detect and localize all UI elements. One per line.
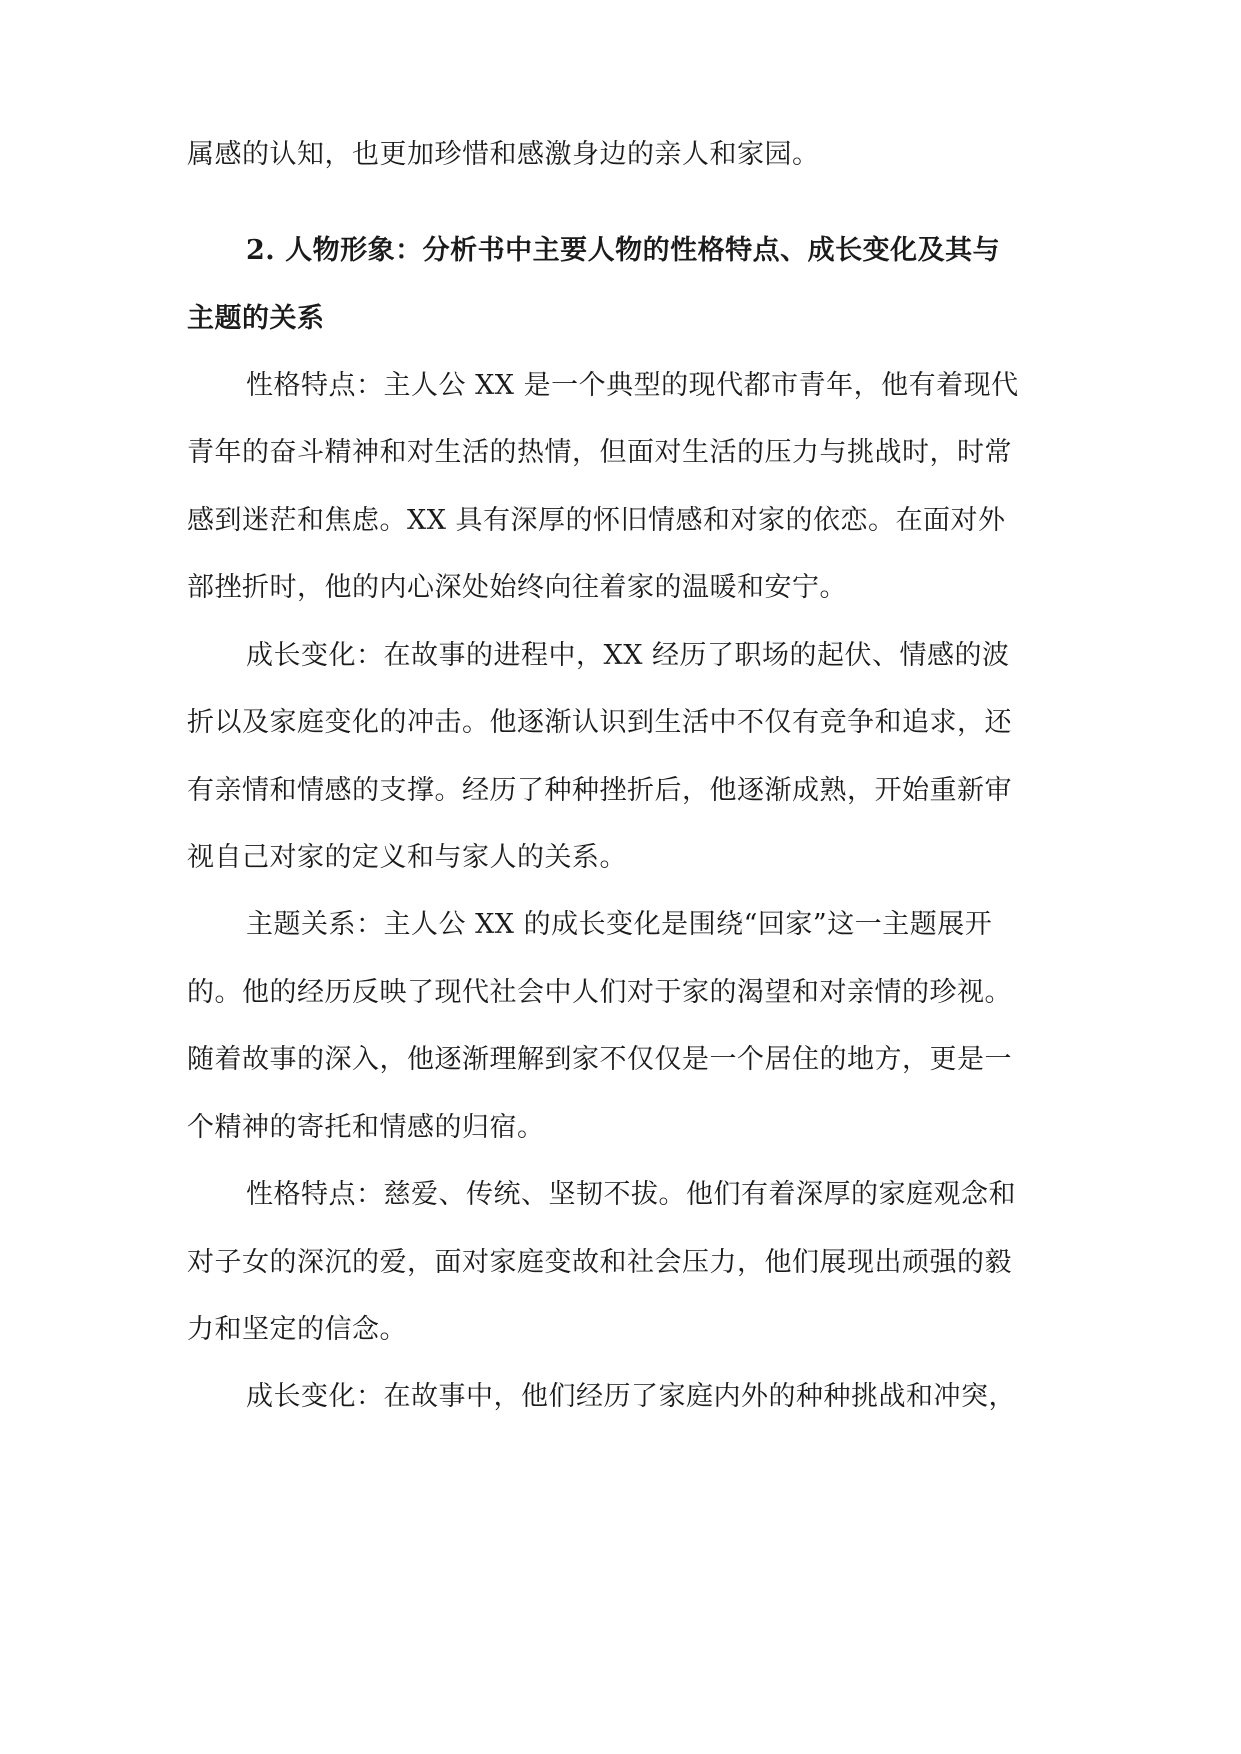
paragraph-line: 力和坚定的信念。 [187, 1314, 407, 1345]
section-heading-continued: 主题的关系 [187, 303, 325, 334]
paragraph-line: 折以及家庭变化的冲击。他逐渐认识到生活中不仅有竞争和追求，还 [187, 707, 1012, 738]
paragraph-line: 随着故事的深入，他逐渐理解到家不仅仅是一个居住的地方，更是一 [187, 1044, 1012, 1075]
paragraph-line: 性格特点：慈爱、传统、坚韧不拔。他们有着深厚的家庭观念和 [246, 1179, 1016, 1210]
paragraph-line: 部挫折时，他的内心深处始终向往着家的温暖和安宁。 [187, 572, 847, 603]
paragraph-line: 感到迷茫和焦虑。XX 具有深厚的怀旧情感和对家的依恋。在面对外 [187, 505, 1006, 536]
text-line: 属感的认知，也更加珍惜和感激身边的亲人和家园。 [187, 139, 820, 170]
paragraph-line: 成长变化：在故事的进程中，XX 经历了职场的起伏、情感的波 [246, 640, 1010, 671]
paragraph-line: 视自己对家的定义和与家人的关系。 [187, 842, 627, 873]
paragraph-line: 青年的奋斗精神和对生活的热情，但面对生活的压力与挑战时，时常 [187, 437, 1012, 468]
paragraph-line: 有亲情和情感的支撑。经历了种种挫折后，他逐渐成熟，开始重新审 [187, 775, 1012, 806]
paragraph-line: 对子女的深沉的爱，面对家庭变故和社会压力，他们展现出顽强的毅 [187, 1247, 1012, 1278]
paragraph-line: 性格特点：主人公 XX 是一个典型的现代都市青年，他有着现代 [246, 370, 1019, 401]
paragraph-line: 的。他的经历反映了现代社会中人们对于家的渴望和对亲情的珍视。 [187, 977, 1012, 1008]
paragraph-line: 个精神的寄托和情感的归宿。 [187, 1112, 545, 1143]
paragraph-line: 主题关系：主人公 XX 的成长变化是围绕“回家”这一主题展开 [246, 909, 993, 940]
paragraph-line: 成长变化：在故事中，他们经历了家庭内外的种种挑战和冲突， [246, 1381, 1016, 1412]
section-heading: 2. 人物形象：分析书中主要人物的性格特点、成长变化及其与 [246, 235, 1001, 266]
